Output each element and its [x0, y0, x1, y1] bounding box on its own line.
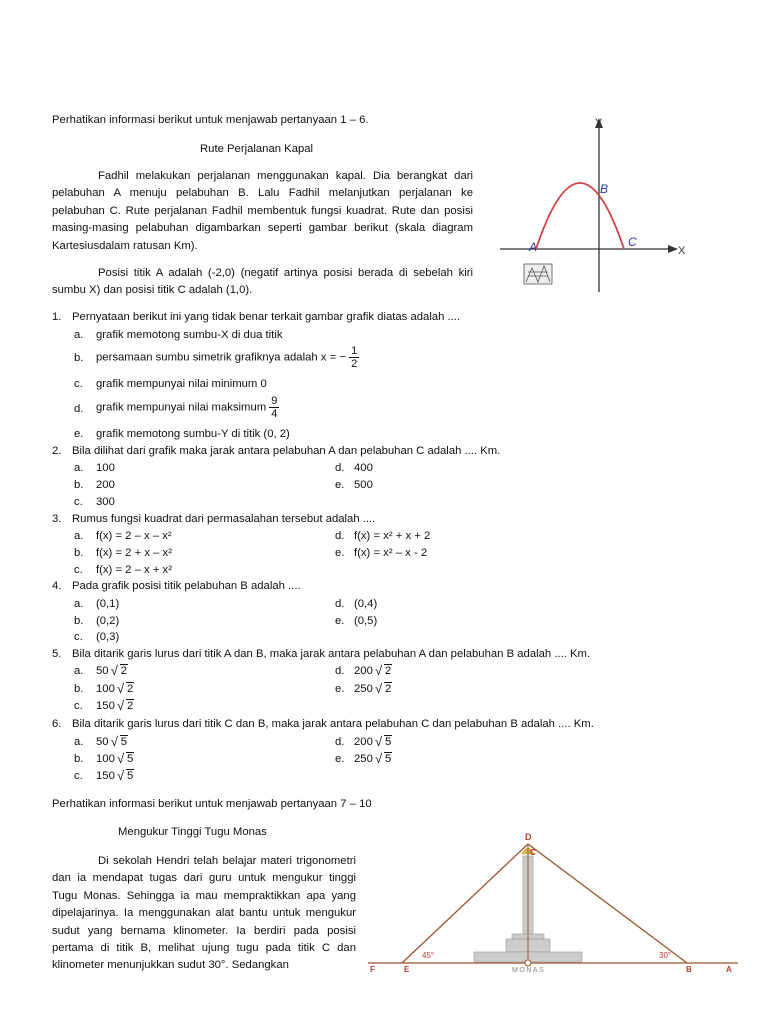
q5-d-value: 200 — [354, 665, 373, 677]
q2-option-e[interactable]: 500 — [354, 479, 373, 491]
q6-d-value: 200 — [354, 736, 373, 748]
q6-option-b-label: b. — [74, 753, 84, 765]
q6-c-root: 5 — [127, 770, 134, 782]
q4-text: Pada grafik posisi titik pelabuhan B adalah .... — [72, 580, 301, 592]
q2-option-d[interactable]: 400 — [354, 462, 373, 474]
q3-option-e[interactable]: f(x) = x² – x - 2 — [354, 547, 428, 559]
q6-b-root: 5 — [127, 753, 134, 765]
q6-a-value: 50 — [96, 736, 109, 748]
q2-option-e-label: e. — [335, 479, 345, 491]
sqrt-symbol — [118, 770, 134, 782]
q4-option-a[interactable]: (0,1) — [96, 598, 120, 610]
sqrt-symbol — [376, 753, 392, 765]
fraction-half — [349, 345, 359, 370]
q3-option-c[interactable]: f(x) = 2 – x + x² — [96, 564, 172, 576]
q6-option-e-label: e. — [335, 753, 345, 765]
monas-label: MONAS — [512, 967, 546, 974]
intro-text-1: Perhatikan informasi berikut untuk menjawab pertanyaan 1 – 6. — [52, 114, 369, 126]
q6-option-b[interactable] — [96, 753, 134, 765]
y-axis-label: Y — [595, 117, 603, 129]
fraction-den: 2 — [351, 358, 358, 370]
q5-option-d[interactable] — [354, 665, 392, 677]
q5-option-c-label: c. — [74, 700, 83, 712]
sqrt-symbol — [118, 683, 134, 695]
q3-option-d[interactable]: f(x) = x² + x + 2 — [354, 530, 431, 542]
q6-e-value: 250 — [354, 753, 373, 765]
q6-e-root: 5 — [385, 753, 392, 765]
q1-text: Pernyataan berikut ini yang tidak benar terkait gambar grafik diatas adalah .... — [72, 311, 461, 323]
sqrt-symbol — [112, 736, 128, 748]
q5-option-a[interactable] — [96, 665, 128, 677]
q3-option-a-label: a. — [74, 530, 84, 542]
q6-option-c[interactable] — [96, 770, 134, 782]
q6-text: Bila ditarik garis lurus dari titik C dan B, maka jarak antara pelabuhan C dan pelabuhan B adalah .... Km. — [72, 718, 594, 730]
point-b-label: B — [600, 182, 609, 196]
q2-option-d-label: d. — [335, 462, 345, 474]
paragraph-3: Di sekolah Hendri telah belajar materi trigonometri dan ia mendapat tugas dari guru untuk mengukur tinggi Tugu Monas. Sehingga ia mau mempraktikkan apa yang dipelajarinya. Ia menggunakan alat bantu untuk mengukur sudut yang bernama klinometer. Ia berdiri pada posisi pertama di titik B, melihat ujung tugu pada titik C dan klinometer menunjukkan sudut 30°. Sedangkan — [52, 855, 356, 972]
point-c-label: C — [628, 235, 637, 249]
angle-30-label: 30° — [659, 951, 672, 960]
parabola-graph — [488, 112, 700, 298]
q6-b-value: 100 — [96, 753, 115, 765]
q1-option-d-text: grafik mempunyai nilai maksimum — [96, 401, 267, 414]
q2-number: 2. — [52, 445, 62, 457]
q5-c-root: 2 — [127, 700, 134, 712]
label-a: A — [726, 965, 732, 974]
q4-option-b-label: b. — [74, 615, 84, 627]
q5-c-value: 150 — [96, 700, 115, 712]
q4-option-e[interactable]: (0,5) — [354, 615, 378, 627]
q5-option-c[interactable] — [96, 700, 134, 712]
q1-option-e-label: e. — [74, 428, 84, 440]
paragraph-1: Fadhil melakukan perjalanan menggunakan kapal. Dia berangkat dari pelabuhan A menuju pelabuhan B. Lalu Fadhil melanjutkan perjalanan ke pelabuhan C. Rute perjalanan Fadhil membentuk fungsi kuadrat. Rute dan posisi masing-masing pelabuhan digambarkan seperti gambar berikut (skala diagram Kartesiusdalam ratusan Km). — [52, 170, 473, 252]
q1-option-c-label: c. — [74, 378, 83, 390]
label-f: F — [370, 965, 375, 974]
base-point — [525, 960, 531, 966]
q3-option-b-label: b. — [74, 547, 84, 559]
q2-option-b-label: b. — [74, 479, 84, 491]
q5-option-e-label: e. — [335, 683, 345, 695]
q5-number: 5. — [52, 648, 62, 660]
fraction-num: 9 — [271, 395, 278, 407]
label-d: D — [525, 832, 532, 842]
q4-option-e-label: e. — [335, 615, 345, 627]
sqrt-symbol — [376, 665, 392, 677]
fraction-nine-fourths — [269, 395, 279, 420]
ship-icon — [524, 264, 552, 284]
intro-text-2: Perhatikan informasi berikut untuk menjawab pertanyaan 7 – 10 — [52, 798, 372, 810]
q6-option-e[interactable] — [354, 753, 392, 765]
monas-diagram — [362, 826, 740, 976]
q3-option-c-label: c. — [74, 564, 83, 576]
q5-e-value: 250 — [354, 683, 373, 695]
point-a-label: A — [529, 240, 538, 254]
q6-option-c-label: c. — [74, 770, 83, 782]
label-e: E — [404, 965, 410, 974]
q4-option-a-label: a. — [74, 598, 84, 610]
q2-option-c-label: c. — [74, 496, 83, 508]
q6-a-root: 5 — [120, 736, 128, 748]
sqrt-symbol — [118, 700, 134, 712]
q1-option-a[interactable]: grafik memotong sumbu-X di dua titik — [96, 329, 283, 341]
sqrt-symbol — [118, 753, 134, 765]
q2-text: Bila dilihat dari grafik maka jarak antara pelabuhan A dan pelabuhan C adalah .... Km. — [72, 445, 501, 457]
q4-option-c[interactable]: (0,3) — [96, 631, 120, 643]
q3-option-b[interactable]: f(x) = 2 + x – x² — [96, 547, 172, 559]
label-c: C — [530, 848, 536, 857]
q1-option-b-text: persamaan sumbu simetrik grafiknya adalah x = − — [96, 351, 346, 364]
section-title-2: Mengukur Tinggi Tugu Monas — [118, 826, 267, 838]
sqrt-symbol — [376, 736, 392, 748]
q5-option-e[interactable] — [354, 683, 392, 695]
angle-45-label: 45° — [422, 951, 435, 960]
q5-option-b[interactable] — [96, 683, 134, 695]
q1-number: 1. — [52, 311, 62, 323]
q6-option-a-label: a. — [74, 736, 84, 748]
q3-option-a[interactable]: f(x) = 2 – x – x² — [96, 530, 172, 542]
q5-option-d-label: d. — [335, 665, 345, 677]
sqrt-symbol — [376, 683, 392, 695]
fraction-den: 4 — [271, 408, 278, 420]
q4-option-d-label: d. — [335, 598, 345, 610]
q3-option-d-label: d. — [335, 530, 345, 542]
q6-option-a[interactable] — [96, 736, 128, 748]
q1-option-b-label: b. — [74, 352, 84, 364]
q5-option-a-label: a. — [74, 665, 84, 677]
paragraph-2: Posisi titik A adalah (-2,0) (negatif artinya posisi berada di sebelah kiri sumbu X) dan posisi titik C adalah (1,0). — [52, 267, 473, 297]
q5-text: Bila ditarik garis lurus dari titik A dan B, maka jarak antara pelabuhan A dan pelabuhan B adalah .... Km. — [72, 648, 591, 660]
label-b: B — [686, 965, 692, 974]
fraction-num: 1 — [351, 345, 358, 357]
q1-option-c[interactable]: grafik mempunyai nilai minimum 0 — [96, 378, 267, 390]
q5-option-b-label: b. — [74, 683, 84, 695]
q4-option-c-label: c. — [74, 631, 83, 643]
q6-option-d-label: d. — [335, 736, 345, 748]
q2-option-a[interactable]: 100 — [96, 462, 115, 474]
q4-option-d[interactable]: (0,4) — [354, 598, 378, 610]
q1-option-e[interactable]: grafik memotong sumbu-Y di titik (0, 2) — [96, 428, 290, 440]
q1-option-d[interactable] — [96, 395, 279, 420]
section-title-1: Rute Perjalanan Kapal — [200, 143, 314, 155]
q6-option-d[interactable] — [354, 736, 392, 748]
sqrt-symbol — [112, 665, 128, 677]
q5-b-root: 2 — [127, 683, 134, 695]
q4-number: 4. — [52, 580, 62, 592]
q5-a-value: 50 — [96, 665, 109, 677]
q6-c-value: 150 — [96, 770, 115, 782]
x-axis-label: X — [678, 245, 686, 257]
q5-d-root: 2 — [385, 665, 392, 677]
q2-option-c[interactable]: 300 — [96, 496, 115, 508]
q5-e-root: 2 — [385, 683, 392, 695]
q1-option-a-label: a. — [74, 329, 84, 341]
q5-a-root: 2 — [120, 665, 128, 677]
q3-number: 3. — [52, 513, 62, 525]
q2-option-b[interactable]: 200 — [96, 479, 115, 491]
q1-option-b[interactable] — [96, 345, 359, 370]
q6-d-root: 5 — [385, 736, 392, 748]
q3-text: Rumus fungsi kuadrat dari permasalahan tersebut adalah .... — [72, 513, 376, 525]
q5-b-value: 100 — [96, 683, 115, 695]
q2-option-a-label: a. — [74, 462, 84, 474]
q4-option-b[interactable]: (0,2) — [96, 615, 120, 627]
q3-option-e-label: e. — [335, 547, 345, 559]
q1-option-d-label: d. — [74, 403, 84, 415]
q6-number: 6. — [52, 718, 62, 730]
